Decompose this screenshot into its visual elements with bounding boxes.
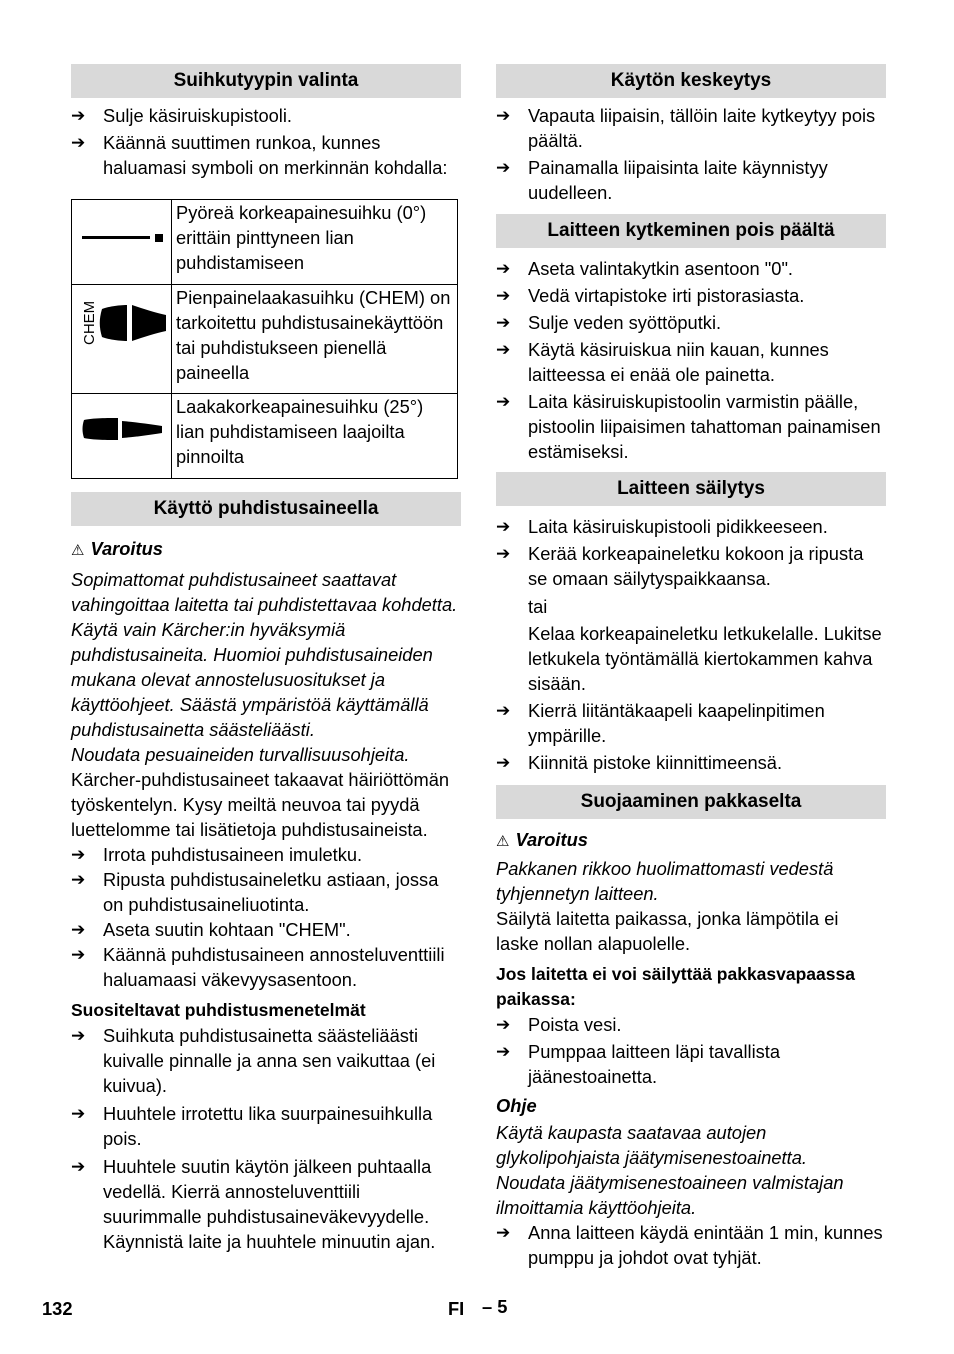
arrow-icon: ➔	[71, 870, 86, 889]
arrow-icon: ➔	[71, 1157, 86, 1176]
arrow-icon: ➔	[71, 133, 86, 152]
arrow-icon: ➔	[496, 259, 511, 278]
list-item: ➔ Laita käsiruiskupistooli pidikkeeseen.	[496, 516, 828, 537]
arrow-icon: ➔	[496, 701, 511, 720]
section-heading: Laitteen kytkeminen pois päältä	[496, 214, 886, 248]
list-item: ➔ Aseta valintakytkin asentoon "0".	[496, 258, 794, 279]
list-item: ➔ Suihkuta puhdistusainetta säästeliäästi kuivalle pinnalle ja anna sen vaikuttaa (ei kuivua).	[71, 1025, 436, 1096]
flat-jet-icon	[72, 394, 172, 479]
table-row	[72, 285, 458, 394]
subheading: Jos laitetta ei voi säilyttää pakkasvapaassa paikassa:	[496, 964, 855, 1009]
arrow-icon: ➔	[496, 106, 511, 125]
list-item: ➔ Kierrä liitäntäkaapeli kaapelinpitimen ympärille.	[496, 700, 825, 746]
list-item: ➔ Käännä suuttimen runkoa, kunnes haluamasi symboli on merkinnän kohdalla:	[71, 132, 448, 178]
left-column	[71, 64, 461, 1254]
list-item: ➔ Irrota puhdistusaineen imuletku.	[71, 844, 363, 865]
list-item: ➔ Anna laitteen käydä enintään 1 min, kunnes pumppu ja johdot ovat tyhjät.	[496, 1222, 883, 1268]
list-item: ➔ Pumppaa laitteen läpi tavallista jäänestoainetta.	[496, 1041, 781, 1087]
section-heading: Käyttö puhdistusaineella	[71, 492, 461, 526]
arrow-icon: ➔	[496, 158, 511, 177]
note-text: Käytä kaupasta saatavaa autojen glykolipohjaista jäätymisenestoainetta.	[496, 1122, 807, 1168]
arrow-icon: ➔	[496, 517, 511, 536]
paragraph: Kärcher-puhdistusaineet takaavat häiriöttömän työskentelyn. Kysy meiltä neuvoa tai pyydä luettelomme tai lisätietoja puhdistusaineista.	[71, 769, 450, 840]
list-item: ➔ Käytä käsiruiskua niin kauan, kunnes laitteessa ei enää ole painetta.	[496, 339, 829, 385]
section-heading: Suojaaminen pakkaselta	[496, 785, 886, 819]
subheading: Suositeltavat puhdistusmenetelmät	[71, 1000, 366, 1020]
arrow-icon: ➔	[496, 392, 511, 411]
arrow-icon: ➔	[71, 1104, 86, 1123]
point-jet-icon	[72, 200, 172, 285]
warning-text: Pakkanen rikkoo huolimattomasti vedestä tyhjennetyn laitteen.	[496, 858, 834, 904]
warning-heading: ⚠ Varoitus	[71, 538, 163, 559]
arrow-icon: ➔	[71, 845, 86, 864]
table-cell: Pyöreä korkeapainesuihku (0°) erittäin pinttyneen lian puhdistamiseen	[172, 200, 458, 285]
section-heading: Suihkutyypin valinta	[71, 64, 461, 98]
arrow-icon: ➔	[71, 945, 86, 964]
paragraph: tai	[528, 596, 548, 617]
list-item: ➔ Aseta suutin kohtaan "CHEM".	[71, 919, 351, 940]
arrow-icon: ➔	[496, 544, 511, 563]
warning-icon: ⚠	[496, 833, 510, 850]
table-cell: Laakakorkeapainesuihku (25°) lian puhdistamiseen laajoilta pinnoilta	[172, 394, 458, 479]
list-item: ➔ Poista vesi.	[496, 1014, 622, 1035]
arrow-icon: ➔	[496, 340, 511, 359]
arrow-icon: ➔	[496, 286, 511, 305]
page-number: 132	[42, 1298, 73, 1319]
list-item: ➔ Painamalla liipaisinta laite käynnistyy uudelleen.	[496, 157, 828, 203]
list-item: ➔ Vapauta liipaisin, tällöin laite kytkeytyy pois päältä.	[496, 105, 876, 151]
paragraph: Säilytä laitetta paikassa, jonka lämpötila ei laske nollan alapuolelle.	[496, 908, 839, 954]
list-item: ➔ Vedä virtapistoke irti pistorasiasta.	[496, 285, 805, 306]
jet-type-table	[71, 199, 458, 479]
list-item: ➔ Sulje veden syöttöputki.	[496, 312, 722, 333]
arrow-icon: ➔	[71, 920, 86, 939]
table-cell: Pienpainelaakasuihku (CHEM) on tarkoitettu puhdistusainekäyttöön tai puhdistukseen pienellä paineella	[172, 285, 458, 394]
warning-text: Noudata pesuaineiden turvallisuusohjeita.	[71, 744, 410, 765]
paragraph: Kelaa korkeapaineletku letkukelalle. Lukitse letkukela työntämällä kiertokammen kahva sisään.	[528, 623, 882, 694]
section-heading: Laitteen säilytys	[496, 472, 886, 506]
warning-heading: ⚠ Varoitus	[496, 829, 588, 850]
arrow-icon: ➔	[71, 1026, 86, 1045]
language-code: FI	[448, 1298, 465, 1319]
section-heading: Käytön keskeytys	[496, 64, 886, 98]
list-item: ➔ Käännä puhdistusaineen annosteluventtiili haluamaasi väkevyysasentoon.	[71, 944, 445, 990]
right-column	[496, 64, 886, 1270]
arrow-icon: ➔	[496, 1223, 511, 1242]
list-item: ➔ Huuhtele irrotettu lika suurpainesuihkulla pois.	[71, 1103, 433, 1149]
note-heading: Ohje	[496, 1095, 537, 1116]
note-text: Noudata jäätymisenestoaineen valmistajan ilmoittamia käyttöohjeita.	[496, 1172, 844, 1218]
list-item: ➔ Sulje käsiruiskupistooli.	[71, 105, 292, 126]
chem-jet-icon	[72, 285, 172, 394]
table-row	[72, 394, 458, 479]
table-row	[72, 200, 458, 285]
arrow-icon: ➔	[496, 1042, 511, 1061]
list-item: ➔ Laita käsiruiskupistoolin varmistin päälle, pistoolin liipaisimen tahattoman painamisen estämiseksi.	[496, 391, 881, 462]
section-page-number: – 5	[482, 1296, 508, 1317]
list-item: ➔ Kerää korkeapaineletku kokoon ja ripusta se omaan säilytyspaikkaansa.	[496, 543, 864, 589]
chem-label: CHEM	[81, 300, 98, 345]
list-item: ➔ Huuhtele suutin käytön jälkeen puhtaalla vedellä. Kierrä annosteluventtiili suurimmalle puhdistusaineväkevyydelle. Käynnistä laite ja huuhtele minuutin ajan.	[71, 1156, 436, 1252]
arrow-icon: ➔	[496, 313, 511, 332]
arrow-icon: ➔	[496, 753, 511, 772]
arrow-icon: ➔	[71, 106, 86, 125]
list-item: ➔ Kiinnitä pistoke kiinnittimeensä.	[496, 752, 783, 773]
warning-text: Sopimattomat puhdistusaineet saattavat vahingoittaa laitetta tai puhdistettavaa kohdetta. Käytä vain Kärcher:in hyväksymiä puhdistusaineita. Huomioi puhdistusaineiden mukana olevat annostelusuositukset ja käyttöohjeet. Säästä ympäristöä käyttämällä puhdistusainetta säästeliäästi.	[71, 569, 458, 740]
arrow-icon: ➔	[496, 1015, 511, 1034]
warning-icon: ⚠	[71, 542, 85, 559]
list-item: ➔ Ripusta puhdistusaineletku astiaan, jossa on puhdistusaineliuotinta.	[71, 869, 439, 915]
